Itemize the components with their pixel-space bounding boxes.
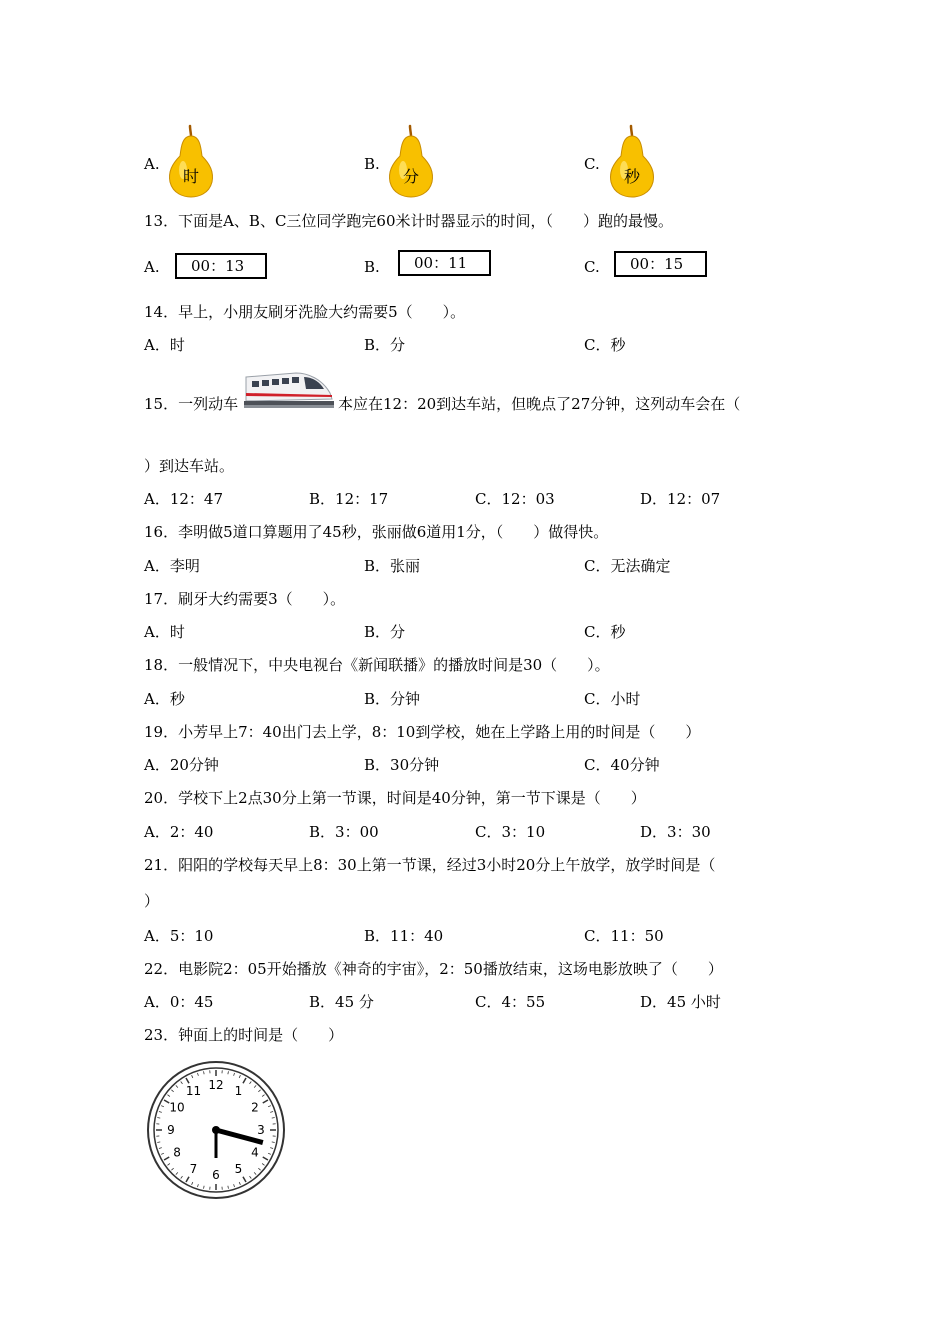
q12-option-a-label: A. bbox=[144, 155, 160, 173]
clock-number: 7 bbox=[189, 1161, 198, 1176]
q18-option-c[interactable]: C．小时 bbox=[584, 690, 641, 708]
q22-option-c[interactable]: C．4：55 bbox=[475, 993, 546, 1011]
clock-number: 4 bbox=[251, 1145, 259, 1160]
bullet-train-image bbox=[244, 365, 334, 411]
q20-option-c[interactable]: C．3：10 bbox=[475, 823, 546, 841]
q15-option-d[interactable]: D．12：07 bbox=[640, 490, 721, 508]
q14-option-c[interactable]: C．秒 bbox=[584, 336, 626, 354]
q13-option-c-label: C. bbox=[584, 258, 600, 276]
pear-character: 时 bbox=[182, 167, 199, 186]
q19-stem: 19．小芳早上7：40出门去上学，8：10到学校，她在上学路上用的时间是（ ） bbox=[144, 723, 701, 741]
q21-stem-continued: ） bbox=[144, 892, 160, 910]
q15-option-a[interactable]: A．12：47 bbox=[144, 490, 224, 508]
q21-option-b[interactable]: B．11：40 bbox=[364, 927, 444, 945]
clock-number: 12 bbox=[208, 1078, 224, 1092]
q21-stem: 21．阳阳的学校每天早上8：30上第一节课，经过3小时20分上午放学，放学时间是（ bbox=[144, 856, 716, 874]
q19-option-c[interactable]: C．40分钟 bbox=[584, 756, 660, 774]
clock-number: 5 bbox=[234, 1161, 243, 1176]
q15-stem-after: 本应在12：20到达车站，但晚点了27分钟，这列动车会在（ bbox=[338, 395, 741, 413]
pear-icon bbox=[166, 124, 216, 198]
clock-icon bbox=[146, 1060, 286, 1200]
q12-option-b-pear[interactable] bbox=[386, 124, 436, 198]
q13-timer-a[interactable]: 00：13 bbox=[175, 253, 267, 279]
q13-timer-c[interactable]: 00：15 bbox=[614, 251, 707, 277]
q17-stem: 17．刷牙大约需要3（ ）。 bbox=[144, 590, 346, 608]
pear-icon bbox=[386, 124, 436, 198]
q13-option-a-label: A. bbox=[144, 258, 160, 276]
clock-face bbox=[146, 1060, 286, 1200]
clock-number: 11 bbox=[185, 1084, 202, 1099]
q21-option-c[interactable]: C．11：50 bbox=[584, 927, 664, 945]
clock-number: 6 bbox=[212, 1168, 220, 1182]
q19-option-b[interactable]: B．30分钟 bbox=[364, 756, 440, 774]
clock-number: 1 bbox=[234, 1084, 243, 1099]
q15-stem-before: 15．一列动车 bbox=[144, 395, 239, 413]
q18-stem: 18．一般情况下，中央电视台《新闻联播》的播放时间是30（ ）。 bbox=[144, 656, 610, 674]
q12-option-b-label: B. bbox=[364, 155, 380, 173]
q20-option-d[interactable]: D．3：30 bbox=[640, 823, 711, 841]
q12-option-c-pear[interactable] bbox=[607, 124, 657, 198]
clock-number: 10 bbox=[169, 1100, 185, 1115]
q17-option-c[interactable]: C．秒 bbox=[584, 623, 626, 641]
q17-option-a[interactable]: A．时 bbox=[144, 623, 185, 641]
q16-option-c[interactable]: C．无法确定 bbox=[584, 557, 671, 575]
q15-stem-continued: ）到达车站。 bbox=[144, 457, 235, 475]
q12-option-a-pear[interactable] bbox=[166, 124, 216, 198]
clock-number: 8 bbox=[173, 1145, 181, 1160]
q22-option-b[interactable]: B．45 分 bbox=[309, 993, 374, 1011]
q13-stem: 13．下面是A、B、C三位同学跑完60米计时器显示的时间，（ ）跑的最慢。 bbox=[144, 212, 674, 230]
q20-stem: 20．学校下上2点30分上第一节课，时间是40分钟，第一节下课是（ ） bbox=[144, 789, 646, 807]
q15-option-c[interactable]: C．12：03 bbox=[475, 490, 555, 508]
q16-stem: 16．李明做5道口算题用了45秒，张丽做6道用1分，（ ）做得快。 bbox=[144, 523, 609, 541]
q22-option-d[interactable]: D．45 小时 bbox=[640, 993, 721, 1011]
q14-option-b[interactable]: B．分 bbox=[364, 336, 406, 354]
q20-option-b[interactable]: B．3：00 bbox=[309, 823, 379, 841]
clock-number: 3 bbox=[257, 1123, 265, 1137]
q22-option-a[interactable]: A．0：45 bbox=[144, 993, 214, 1011]
q23-stem: 23．钟面上的时间是（ ） bbox=[144, 1026, 344, 1044]
q12-option-c-label: C. bbox=[584, 155, 600, 173]
q13-option-b-label: B. bbox=[364, 258, 380, 276]
q16-option-a[interactable]: A．李明 bbox=[144, 557, 200, 575]
q20-option-a[interactable]: A．2：40 bbox=[144, 823, 214, 841]
pear-character: 分 bbox=[402, 167, 419, 186]
q13-timer-b[interactable]: 00：11 bbox=[398, 250, 491, 276]
train-icon bbox=[244, 365, 334, 411]
q15-option-b[interactable]: B．12：17 bbox=[309, 490, 389, 508]
q21-option-a[interactable]: A．5：10 bbox=[144, 927, 214, 945]
q14-stem: 14．早上，小朋友刷牙洗脸大约需要5（ ）。 bbox=[144, 303, 466, 321]
q18-option-a[interactable]: A．秒 bbox=[144, 690, 185, 708]
q19-option-a[interactable]: A．20分钟 bbox=[144, 756, 219, 774]
q22-stem: 22．电影院2：05开始播放《神奇的宇宙》，2：50播放结束，这场电影放映了（ ） bbox=[144, 960, 723, 978]
q14-option-a[interactable]: A．时 bbox=[144, 336, 185, 354]
q18-option-b[interactable]: B．分钟 bbox=[364, 690, 421, 708]
q16-option-b[interactable]: B．张丽 bbox=[364, 557, 421, 575]
q17-option-b[interactable]: B．分 bbox=[364, 623, 406, 641]
pear-icon bbox=[607, 124, 657, 198]
pear-character: 秒 bbox=[623, 167, 640, 186]
clock-number: 9 bbox=[167, 1123, 175, 1137]
clock-number: 2 bbox=[251, 1100, 259, 1115]
